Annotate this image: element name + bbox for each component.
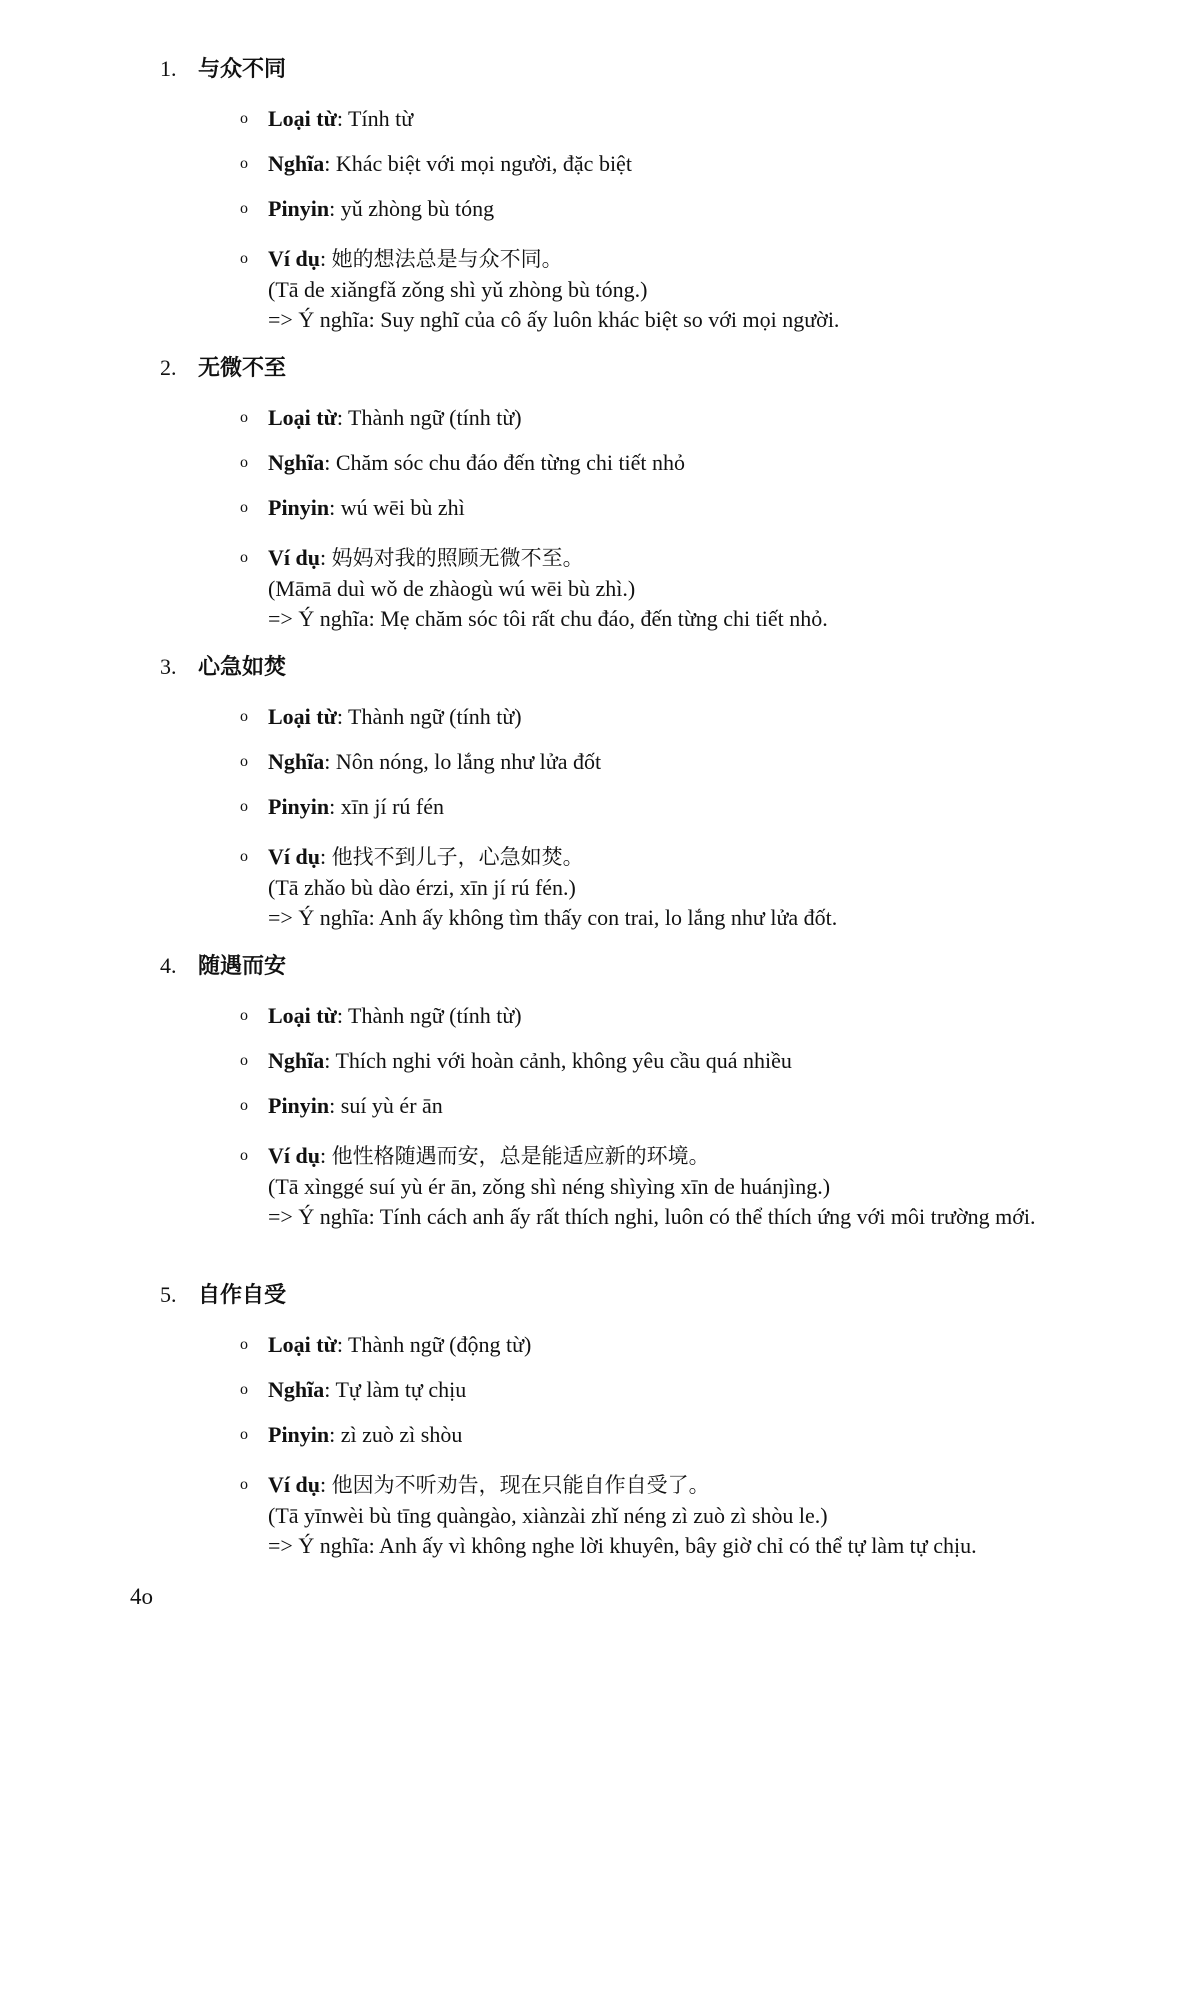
- example-chinese: 他找不到儿子，心急如焚。: [331, 845, 584, 869]
- word-type-line: [268, 104, 1068, 134]
- term-number: 4.: [160, 953, 177, 978]
- bullet-icon: o: [240, 1147, 248, 1164]
- term-number: 1.: [160, 56, 177, 81]
- meaning-value: : Nôn nóng, lo lắng như lửa đốt: [324, 749, 602, 774]
- term-number: 3.: [160, 654, 177, 679]
- pinyin-value: : zì zuò zì shòu: [329, 1422, 463, 1447]
- example-colon: :: [319, 246, 332, 271]
- pinyin-label: Pinyin: [268, 1093, 330, 1118]
- example-chinese: 她的想法总是与众不同。: [331, 247, 563, 271]
- example-line: [268, 244, 1068, 274]
- pinyin-label: Pinyin: [268, 196, 330, 221]
- example-pinyin: (Tā xìnggé suí yù ér ān, zǒng shì néng shìyìng xīn de huánjìng.): [268, 1174, 831, 1199]
- term-heading-3: [160, 651, 286, 683]
- example-label: Ví dụ: [268, 844, 320, 869]
- example-line: [268, 842, 1068, 872]
- word-type-line: [268, 403, 1068, 433]
- term-title: 心急如焚: [198, 655, 287, 680]
- bullet-icon: o: [240, 454, 248, 471]
- term-number: 5.: [160, 1282, 177, 1307]
- meaning-value: : Tự làm tự chịu: [324, 1377, 467, 1402]
- meaning-label: Nghĩa: [268, 151, 325, 176]
- example-colon: :: [319, 1472, 332, 1497]
- bullet-icon: o: [240, 1426, 248, 1443]
- term-title: 无微不至: [198, 356, 287, 381]
- example-colon: :: [319, 545, 332, 570]
- example-pinyin: (Tā yīnwèi bù tīng quàngào, xiànzài zhǐ néng zì zuò zì shòu le.): [268, 1503, 828, 1528]
- word-type-value: : Thành ngữ (tính từ): [336, 405, 522, 430]
- term-number: 2.: [160, 355, 177, 380]
- pinyin-line: [268, 792, 1068, 822]
- word-type-label: Loại từ: [268, 704, 337, 729]
- pinyin-label: Pinyin: [268, 1422, 330, 1447]
- example-pinyin: (Māmā duì wǒ de zhàogù wú wēi bù zhì.): [268, 576, 636, 601]
- meaning-line: [268, 1375, 1068, 1405]
- meaning-line: [268, 448, 1068, 478]
- example-pinyin: (Tā de xiǎngfǎ zǒng shì yǔ zhòng bù tóng.): [268, 277, 648, 302]
- bullet-icon: o: [240, 1097, 248, 1114]
- meaning-label: Nghĩa: [268, 749, 325, 774]
- example-chinese: 妈妈对我的照顾无微不至。: [331, 546, 584, 570]
- example-chinese: 他因为不听劝告，现在只能自作自受了。: [331, 1473, 710, 1497]
- bullet-icon: o: [240, 1052, 248, 1069]
- example-line: [268, 543, 1068, 573]
- bullet-icon: o: [240, 1336, 248, 1353]
- term-title: 自作自受: [198, 1283, 287, 1308]
- meaning-label: Nghĩa: [268, 450, 325, 475]
- example-label: Ví dụ: [268, 246, 320, 271]
- term-heading-4: [160, 950, 286, 982]
- meaning-line: [268, 747, 1068, 777]
- bullet-icon: o: [240, 155, 248, 172]
- pinyin-value: : suí yù ér ān: [329, 1093, 443, 1118]
- meaning-value: : Chăm sóc chu đáo đến từng chi tiết nhỏ: [324, 450, 686, 475]
- word-type-label: Loại từ: [268, 1003, 337, 1028]
- bullet-icon: o: [240, 708, 248, 725]
- example-colon: :: [319, 844, 332, 869]
- word-type-label: Loại từ: [268, 1332, 337, 1357]
- example-label: Ví dụ: [268, 1143, 320, 1168]
- example-colon: :: [319, 1143, 332, 1168]
- example-pinyin: (Tā zhǎo bù dào érzi, xīn jí rú fén.): [268, 875, 576, 900]
- meaning-label: Nghĩa: [268, 1048, 325, 1073]
- word-type-line: [268, 1001, 1068, 1031]
- word-type-value: : Thành ngữ (tính từ): [336, 1003, 522, 1028]
- pinyin-line: [268, 1420, 1068, 1450]
- page-number: 4o: [130, 1584, 153, 1609]
- example-label: Ví dụ: [268, 1472, 320, 1497]
- bullet-icon: o: [240, 110, 248, 127]
- pinyin-line: [268, 1091, 1068, 1121]
- word-type-value: : Tính từ: [336, 106, 414, 131]
- term-title: 随遇而安: [198, 954, 287, 979]
- pinyin-value: : xīn jí rú fén: [329, 794, 445, 819]
- word-type-label: Loại từ: [268, 405, 337, 430]
- example-chinese: 他性格随遇而安，总是能适应新的环境。: [331, 1144, 710, 1168]
- example-line: [268, 1141, 1068, 1171]
- meaning-value: : Thích nghi với hoàn cảnh, không yêu cầu quá nhiều: [324, 1048, 792, 1073]
- pinyin-label: Pinyin: [268, 495, 330, 520]
- example-meaning: => Ý nghĩa: Mẹ chăm sóc tôi rất chu đáo, đến từng chi tiết nhỏ.: [268, 606, 828, 631]
- pinyin-line: [268, 194, 1068, 224]
- pinyin-value: : wú wēi bù zhì: [329, 495, 465, 520]
- word-type-value: : Thành ngữ (tính từ): [336, 704, 522, 729]
- example-line: [268, 1470, 1068, 1500]
- word-type-label: Loại từ: [268, 106, 337, 131]
- bullet-icon: o: [240, 1007, 248, 1024]
- bullet-icon: o: [240, 1381, 248, 1398]
- example-label: Ví dụ: [268, 545, 320, 570]
- meaning-label: Nghĩa: [268, 1377, 325, 1402]
- meaning-line: [268, 1046, 1068, 1076]
- term-heading-5: [160, 1279, 286, 1311]
- bullet-icon: o: [240, 549, 248, 566]
- bullet-icon: o: [240, 798, 248, 815]
- word-type-line: [268, 702, 1068, 732]
- word-type-line: [268, 1330, 1068, 1360]
- bullet-icon: o: [240, 200, 248, 217]
- term-heading-2: [160, 352, 286, 384]
- pinyin-value: : yǔ zhòng bù tóng: [329, 196, 495, 221]
- bullet-icon: o: [240, 250, 248, 267]
- bullet-icon: o: [240, 1476, 248, 1493]
- term-title: 与众不同: [198, 57, 287, 82]
- bullet-icon: o: [240, 409, 248, 426]
- pinyin-label: Pinyin: [268, 794, 330, 819]
- word-type-value: : Thành ngữ (động từ): [336, 1332, 532, 1357]
- pinyin-line: [268, 493, 1068, 523]
- meaning-value: : Khác biệt với mọi người, đặc biệt: [324, 151, 632, 176]
- example-meaning: => Ý nghĩa: Anh ấy vì không nghe lời khuyên, bây giờ chỉ có thể tự làm tự chịu.: [268, 1533, 977, 1558]
- term-heading-1: [160, 53, 286, 85]
- meaning-line: [268, 149, 1068, 179]
- bullet-icon: o: [240, 753, 248, 770]
- example-meaning: => Ý nghĩa: Anh ấy không tìm thấy con trai, lo lắng như lửa đốt.: [268, 905, 838, 930]
- example-meaning: => Ý nghĩa: Tính cách anh ấy rất thích nghi, luôn có thể thích ứng với môi trường mới.: [268, 1204, 1036, 1229]
- example-meaning: => Ý nghĩa: Suy nghĩ của cô ấy luôn khác biệt so với mọi người.: [268, 307, 840, 332]
- bullet-icon: o: [240, 848, 248, 865]
- bullet-icon: o: [240, 499, 248, 516]
